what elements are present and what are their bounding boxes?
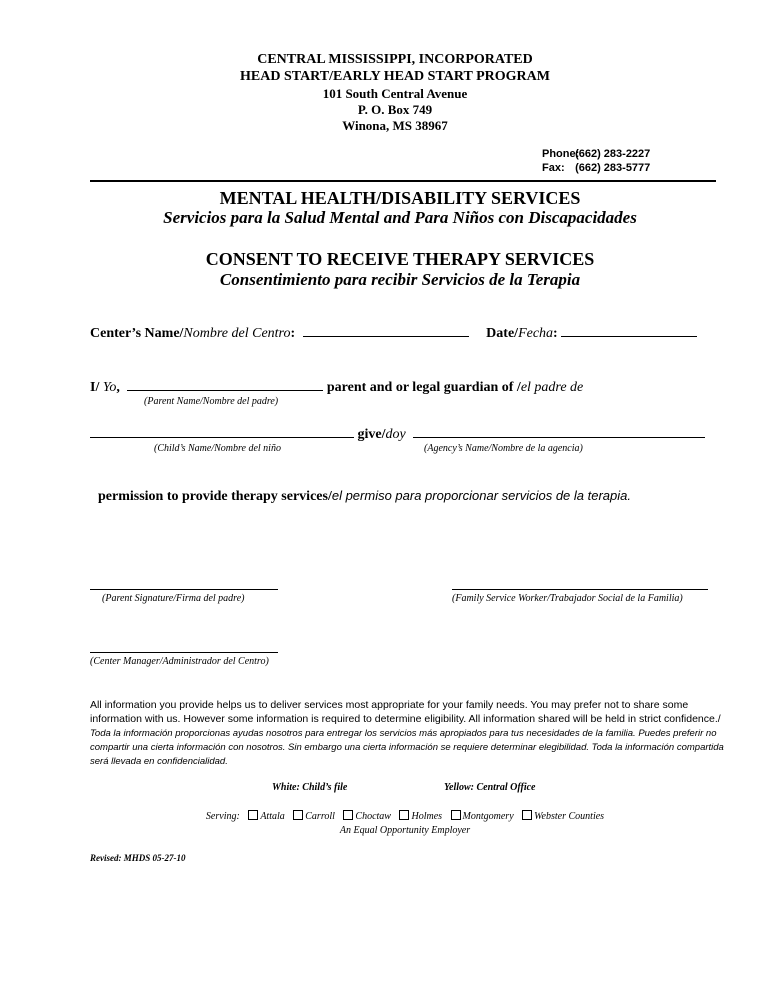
permission-en: permission to provide therapy services/: [98, 489, 332, 504]
parent-signature-label: (Parent Signature/Firma del padre): [102, 593, 245, 604]
checkbox-icon[interactable]: [522, 810, 532, 820]
county-choctaw: Choctaw: [355, 811, 391, 822]
checkbox-icon[interactable]: [248, 810, 258, 820]
yellow-copy-label: Yellow: Central Office: [444, 782, 536, 793]
phone-label: Phone:: [542, 148, 580, 160]
manager-signature-label: (Center Manager/Administrador del Centro): [90, 656, 269, 667]
checkbox-icon[interactable]: [399, 810, 409, 820]
notice-en: All information you provide helps us to deliver services most appropriate for your family needs. You may prefer not to share some information with us. However some information is required to determine eligibility. All information shared will be held in strict confidence./: [90, 699, 721, 725]
fax-line: [542, 162, 650, 175]
i-label: I/ Yo,: [90, 380, 120, 395]
org-name: CENTRAL MISSISSIPPI, INCORPORATED: [257, 52, 533, 67]
fax-number: (662) 283-5777: [575, 162, 651, 174]
child-agency-row: [90, 425, 705, 443]
permission-es: el permiso para proporcionar servicios de la terapia.: [331, 488, 631, 503]
address-line-2: P. O. Box 749: [357, 102, 433, 117]
checkbox-icon[interactable]: [451, 810, 461, 820]
header-divider: [90, 180, 716, 182]
agency-name-hint: (Agency’s Name/Nombre de la agencia): [424, 443, 583, 454]
program-name: HEAD START/EARLY HEAD START PROGRAM: [240, 69, 550, 84]
center-label: Center’s Name/Nombre del Centro:: [90, 326, 296, 341]
worker-signature-label: (Family Service Worker/Trabajador Social de la Familia): [452, 593, 683, 604]
center-name-field[interactable]: [303, 324, 469, 337]
county-holmes: Holmes: [411, 811, 443, 822]
parent-name-field[interactable]: [127, 378, 323, 391]
date-label: Date/Fecha:: [486, 326, 558, 341]
county-carroll: Carroll: [305, 811, 335, 822]
white-copy-label: White: Child’s file: [272, 782, 348, 793]
child-name-field[interactable]: [90, 425, 354, 438]
section-title: MENTAL HEALTH/DISABILITY SERVICES: [219, 188, 581, 208]
parent-row: [90, 378, 583, 396]
form-title: CONSENT TO RECEIVE THERAPY SERVICES: [205, 249, 595, 269]
notice-es: Toda la información proporcionas ayudas nosotros para entregar los servicios más apropiados para tus necesidades de la familia. Puedes preferir no compartir una cierta información con nosotros. Sin embargo una cierta información se requiere determinar elegibilidad. Toda la información compartida será llevada en confidencialidad.: [90, 728, 724, 767]
manager-signature-line[interactable]: [90, 652, 278, 653]
checkbox-icon[interactable]: [343, 810, 353, 820]
form-subtitle: Consentimiento para recibir Servicios de la Terapia: [219, 270, 581, 289]
address-line-3: Winona, MS 38967: [342, 118, 448, 133]
eoe-statement: An Equal Opportunity Employer: [339, 825, 471, 836]
section-subtitle: Servicios para la Salud Mental and Para Niños con Discapacidades: [163, 208, 637, 227]
parent-name-hint: (Parent Name/Nombre del padre): [144, 396, 279, 407]
fax-label: Fax:: [542, 162, 565, 174]
county-attala: Attala: [260, 811, 285, 822]
worker-signature-line[interactable]: [452, 589, 708, 590]
serving-label: Serving:: [205, 811, 240, 822]
permission-statement: [98, 488, 631, 505]
agency-name-field[interactable]: [413, 425, 705, 438]
child-name-hint: (Child’s Name/Nombre del niño: [154, 443, 281, 454]
phone-number: (662) 283-2227: [575, 148, 651, 160]
guardian-text: parent and or legal guardian of /el padre de: [326, 380, 584, 395]
serving-counties: [0, 810, 768, 824]
revision-note: Revised: MHDS 05-27-10: [90, 853, 186, 863]
phone-line: [542, 148, 650, 161]
parent-signature-line[interactable]: [90, 589, 278, 590]
address-line-1: 101 South Central Avenue: [322, 86, 468, 101]
checkbox-icon[interactable]: [293, 810, 303, 820]
give-label: give/doy: [357, 427, 406, 442]
center-date-row: [90, 324, 697, 342]
date-field[interactable]: [561, 324, 697, 337]
confidentiality-notice: [90, 698, 730, 768]
county-montgomery: Montgomery: [462, 811, 514, 822]
county-webster: Webster Counties: [534, 811, 605, 822]
